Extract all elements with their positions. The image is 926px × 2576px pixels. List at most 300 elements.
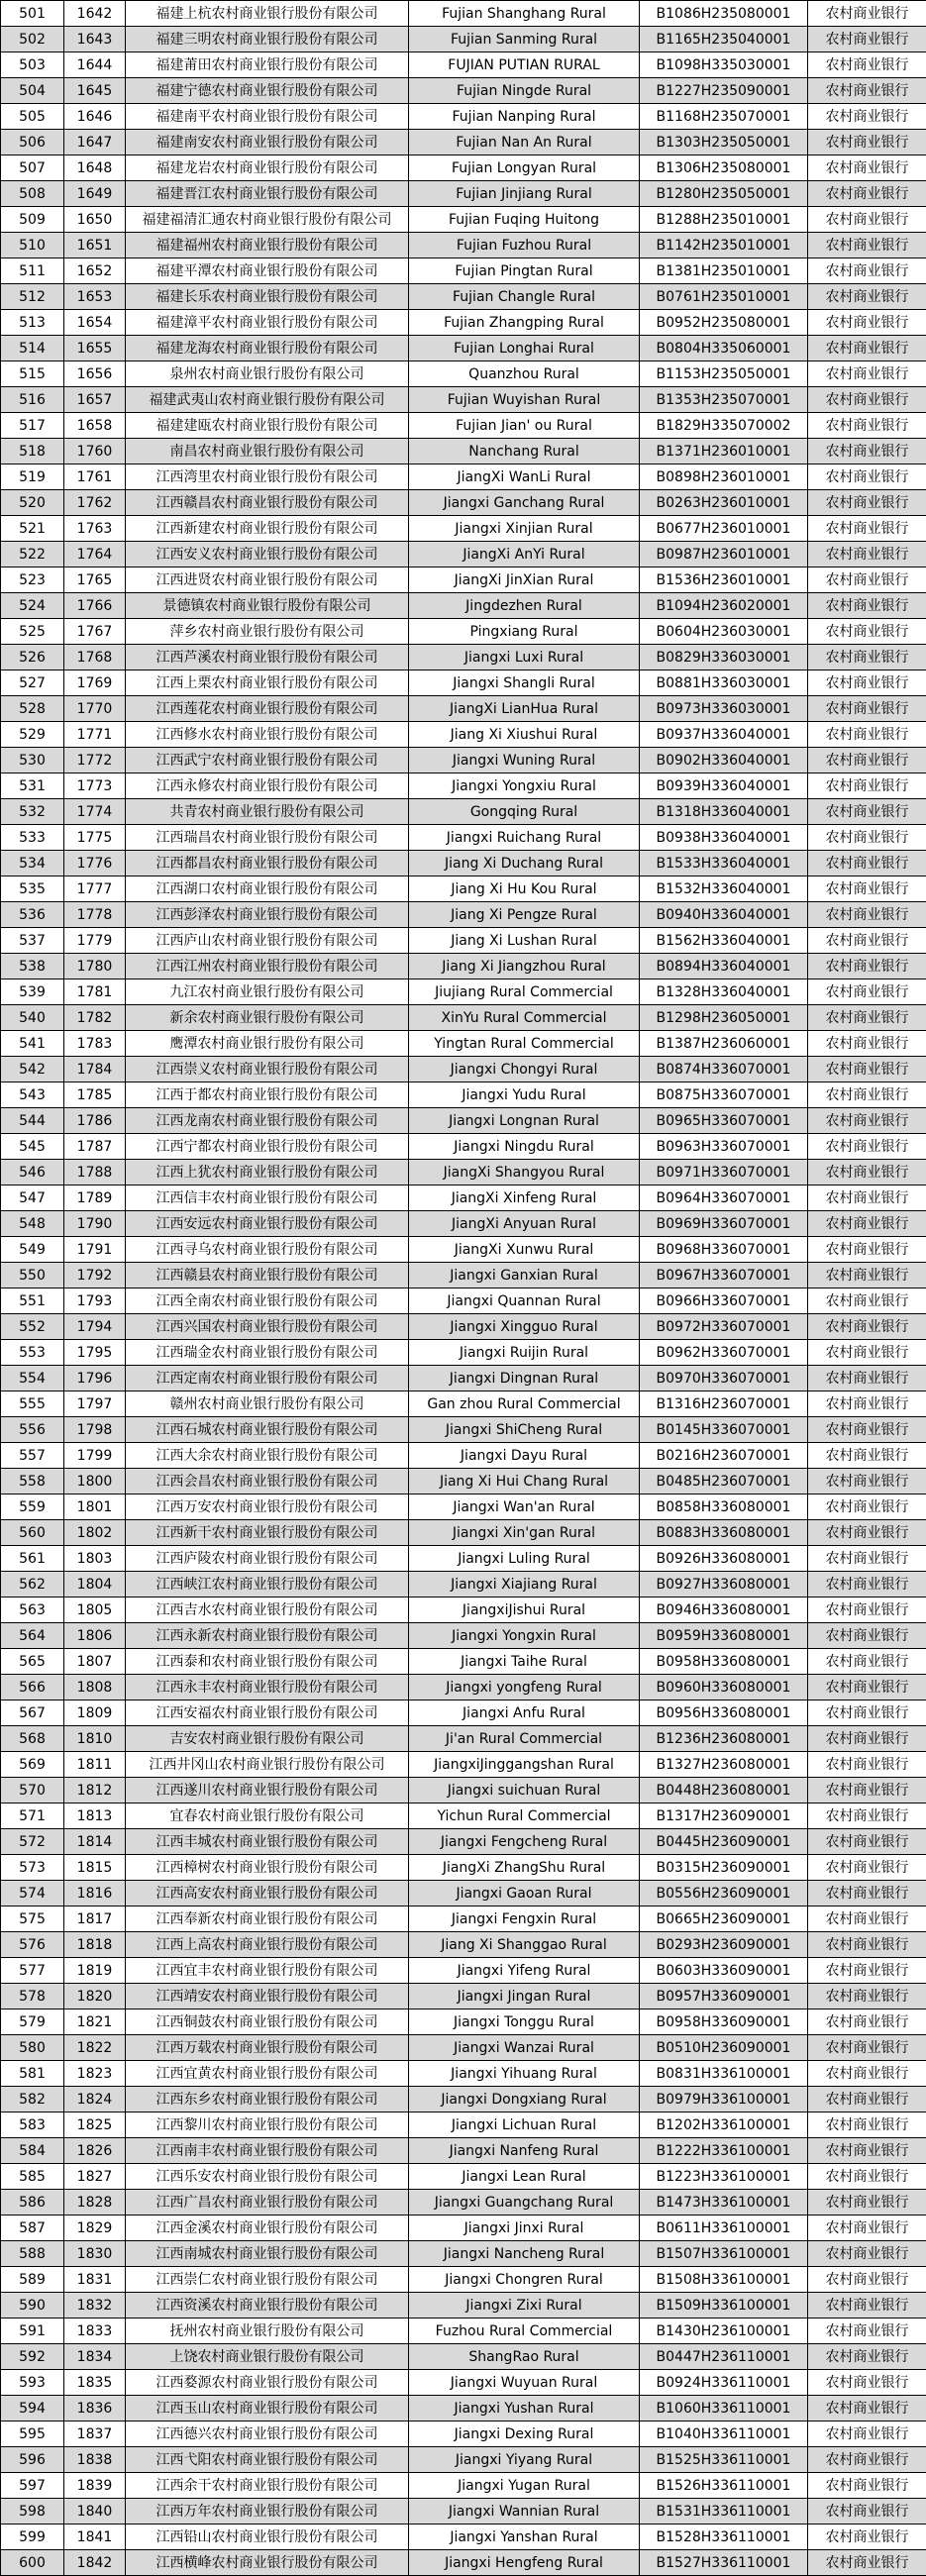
table-row — [1, 2499, 926, 2524]
table-row — [1, 1211, 926, 1237]
table-row — [1, 1057, 926, 1082]
institution-code-cell: B0967H336070001 — [640, 1263, 808, 1288]
chinese-name-cell: 江西靖安农村商业银行股份有限公司 — [126, 1984, 409, 2009]
english-name-cell: ShangRao Rural — [409, 2344, 640, 2370]
row-index-cell: 559 — [1, 1494, 64, 1520]
chinese-name-cell: 江西广昌农村商业银行股份有限公司 — [126, 2190, 409, 2215]
institution-type-cell: 农村商业银行 — [808, 78, 926, 104]
institution-code-cell: B1473H336100001 — [640, 2190, 808, 2215]
institution-type-cell: 农村商业银行 — [808, 851, 926, 876]
serial-number-cell: 1835 — [64, 2370, 126, 2396]
english-name-cell: Ji'an Rural Commercial — [409, 1726, 640, 1752]
chinese-name-cell: 江西于都农村商业银行股份有限公司 — [126, 1082, 409, 1108]
english-name-cell: Jiangxi Fengcheng Rural — [409, 1829, 640, 1855]
table-row — [1, 413, 926, 439]
english-name-cell: Jiang Xi Pengze Rural — [409, 902, 640, 928]
institution-code-cell: B0445H236090001 — [640, 1829, 808, 1855]
institution-type-cell: 农村商业银行 — [808, 155, 926, 181]
institution-code-cell: B1094H236020001 — [640, 593, 808, 619]
row-index-cell: 528 — [1, 696, 64, 722]
serial-number-cell: 1644 — [64, 52, 126, 78]
institution-type-cell: 农村商业银行 — [808, 1932, 926, 1958]
row-index-cell: 566 — [1, 1675, 64, 1700]
institution-type-cell: 农村商业银行 — [808, 1082, 926, 1108]
institution-code-cell: B0973H336030001 — [640, 696, 808, 722]
row-index-cell: 547 — [1, 1185, 64, 1211]
row-index-cell: 598 — [1, 2499, 64, 2524]
institution-code-cell: B0604H236030001 — [640, 619, 808, 645]
serial-number-cell: 1646 — [64, 104, 126, 130]
chinese-name-cell: 江西江州农村商业银行股份有限公司 — [126, 954, 409, 979]
institution-code-cell: B1288H235010001 — [640, 207, 808, 233]
institution-type-cell: 农村商业银行 — [808, 2499, 926, 2524]
table-row — [1, 1494, 926, 1520]
institution-type-cell: 农村商业银行 — [808, 722, 926, 748]
chinese-name-cell: 福建南平农村商业银行股份有限公司 — [126, 104, 409, 130]
institution-code-cell: B0958H336090001 — [640, 2009, 808, 2035]
chinese-name-cell: 江西进贤农村商业银行股份有限公司 — [126, 567, 409, 593]
english-name-cell: Fujian Jinjiang Rural — [409, 181, 640, 207]
english-name-cell: JiangXi Xunwu Rural — [409, 1237, 640, 1263]
serial-number-cell: 1779 — [64, 928, 126, 954]
institution-type-cell: 农村商业银行 — [808, 2138, 926, 2164]
institution-code-cell: B1532H336040001 — [640, 876, 808, 902]
table-row — [1, 2447, 926, 2473]
institution-code-cell: B1317H236090001 — [640, 1803, 808, 1829]
institution-type-cell: 农村商业银行 — [808, 2318, 926, 2344]
serial-number-cell: 1777 — [64, 876, 126, 902]
chinese-name-cell: 江西兴国农村商业银行股份有限公司 — [126, 1314, 409, 1340]
english-name-cell: Fujian Fuzhou Rural — [409, 233, 640, 258]
serial-number-cell: 1775 — [64, 825, 126, 851]
chinese-name-cell: 福建漳平农村商业银行股份有限公司 — [126, 310, 409, 336]
table-row — [1, 1160, 926, 1185]
serial-number-cell: 1819 — [64, 1958, 126, 1984]
institution-code-cell: B1327H236080001 — [640, 1752, 808, 1778]
row-index-cell: 542 — [1, 1057, 64, 1082]
table-row — [1, 773, 926, 799]
institution-code-cell: B1040H336110001 — [640, 2421, 808, 2447]
serial-number-cell: 1773 — [64, 773, 126, 799]
row-index-cell: 599 — [1, 2524, 64, 2550]
institution-code-cell: B0966H336070001 — [640, 1288, 808, 1314]
english-name-cell: Jiangxi Xiajiang Rural — [409, 1572, 640, 1597]
table-row — [1, 1829, 926, 1855]
institution-type-cell: 农村商业银行 — [808, 748, 926, 773]
institution-code-cell: B0937H336040001 — [640, 722, 808, 748]
institution-code-cell: B1328H336040001 — [640, 979, 808, 1005]
chinese-name-cell: 江西余干农村商业银行股份有限公司 — [126, 2473, 409, 2499]
english-name-cell: Jiangxi Fengxin Rural — [409, 1906, 640, 1932]
row-index-cell: 567 — [1, 1700, 64, 1726]
table-row — [1, 2112, 926, 2138]
serial-number-cell: 1791 — [64, 1237, 126, 1263]
chinese-name-cell: 江西樟树农村商业银行股份有限公司 — [126, 1855, 409, 1881]
chinese-name-cell: 吉安农村商业银行股份有限公司 — [126, 1726, 409, 1752]
row-index-cell: 541 — [1, 1031, 64, 1057]
row-index-cell: 568 — [1, 1726, 64, 1752]
chinese-name-cell: 江西万安农村商业银行股份有限公司 — [126, 1494, 409, 1520]
row-index-cell: 512 — [1, 284, 64, 310]
chinese-name-cell: 上饶农村商业银行股份有限公司 — [126, 2344, 409, 2370]
institution-type-cell: 农村商业银行 — [808, 1649, 926, 1675]
table-row — [1, 258, 926, 284]
serial-number-cell: 1829 — [64, 2215, 126, 2241]
chinese-name-cell: 福建福州农村商业银行股份有限公司 — [126, 233, 409, 258]
institution-code-cell: B0958H336080001 — [640, 1649, 808, 1675]
english-name-cell: Jiangxi Yudu Rural — [409, 1082, 640, 1108]
row-index-cell: 552 — [1, 1314, 64, 1340]
institution-type-cell: 农村商业银行 — [808, 2421, 926, 2447]
english-name-cell: JiangXi WanLi Rural — [409, 464, 640, 490]
english-name-cell: Nanchang Rural — [409, 439, 640, 464]
row-index-cell: 535 — [1, 876, 64, 902]
serial-number-cell: 1820 — [64, 1984, 126, 2009]
institution-code-cell: B0902H336040001 — [640, 748, 808, 773]
serial-number-cell: 1647 — [64, 130, 126, 155]
serial-number-cell: 1840 — [64, 2499, 126, 2524]
row-index-cell: 508 — [1, 181, 64, 207]
english-name-cell: FUJIAN PUTIAN RURAL — [409, 52, 640, 78]
english-name-cell: Fujian Shanghang Rural — [409, 1, 640, 27]
institution-type-cell: 农村商业银行 — [808, 979, 926, 1005]
institution-code-cell: B1280H235050001 — [640, 181, 808, 207]
institution-code-cell: B0965H336070001 — [640, 1108, 808, 1134]
chinese-name-cell: 江西湖口农村商业银行股份有限公司 — [126, 876, 409, 902]
serial-number-cell: 1807 — [64, 1649, 126, 1675]
row-index-cell: 554 — [1, 1366, 64, 1391]
table-row — [1, 336, 926, 361]
table-row — [1, 722, 926, 748]
institution-code-cell: B0263H236010001 — [640, 490, 808, 516]
table-row — [1, 2138, 926, 2164]
institution-code-cell: B1829H335070002 — [640, 413, 808, 439]
chinese-name-cell: 江西崇义农村商业银行股份有限公司 — [126, 1057, 409, 1082]
table-row — [1, 181, 926, 207]
chinese-name-cell: 江西婺源农村商业银行股份有限公司 — [126, 2370, 409, 2396]
institution-type-cell: 农村商业银行 — [808, 2396, 926, 2421]
institution-code-cell: B0485H236070001 — [640, 1469, 808, 1494]
table-row — [1, 593, 926, 619]
english-name-cell: Jiangxi Dexing Rural — [409, 2421, 640, 2447]
institution-type-cell: 农村商业银行 — [808, 1443, 926, 1469]
row-index-cell: 583 — [1, 2112, 64, 2138]
row-index-cell: 522 — [1, 542, 64, 567]
table-row — [1, 2293, 926, 2318]
chinese-name-cell: 江西湾里农村商业银行股份有限公司 — [126, 464, 409, 490]
institution-type-cell: 农村商业银行 — [808, 1520, 926, 1546]
chinese-name-cell: 福建三明农村商业银行股份有限公司 — [126, 27, 409, 52]
chinese-name-cell: 江西玉山农村商业银行股份有限公司 — [126, 2396, 409, 2421]
serial-number-cell: 1810 — [64, 1726, 126, 1752]
row-index-cell: 584 — [1, 2138, 64, 2164]
row-index-cell: 592 — [1, 2344, 64, 2370]
chinese-name-cell: 江西彭泽农村商业银行股份有限公司 — [126, 902, 409, 928]
institution-code-cell: B0881H336030001 — [640, 670, 808, 696]
row-index-cell: 538 — [1, 954, 64, 979]
institution-code-cell: B1562H336040001 — [640, 928, 808, 954]
english-name-cell: Jiangxi Dingnan Rural — [409, 1366, 640, 1391]
row-index-cell: 563 — [1, 1597, 64, 1623]
institution-code-cell: B0960H336080001 — [640, 1675, 808, 1700]
row-index-cell: 546 — [1, 1160, 64, 1185]
institution-type-cell: 农村商业银行 — [808, 1391, 926, 1417]
serial-number-cell: 1814 — [64, 1829, 126, 1855]
chinese-name-cell: 江西东乡农村商业银行股份有限公司 — [126, 2087, 409, 2112]
serial-number-cell: 1654 — [64, 310, 126, 336]
institution-code-cell: B0883H336080001 — [640, 1520, 808, 1546]
institution-type-cell: 农村商业银行 — [808, 2524, 926, 2550]
serial-number-cell: 1783 — [64, 1031, 126, 1057]
serial-number-cell: 1795 — [64, 1340, 126, 1366]
chinese-name-cell: 福建莆田农村商业银行股份有限公司 — [126, 52, 409, 78]
row-index-cell: 530 — [1, 748, 64, 773]
row-index-cell: 562 — [1, 1572, 64, 1597]
english-name-cell: Jiangxi Yanshan Rural — [409, 2524, 640, 2550]
serial-number-cell: 1818 — [64, 1932, 126, 1958]
serial-number-cell: 1812 — [64, 1778, 126, 1803]
serial-number-cell: 1655 — [64, 336, 126, 361]
institution-type-cell: 农村商业银行 — [808, 207, 926, 233]
institution-type-cell: 农村商业银行 — [808, 1288, 926, 1314]
english-name-cell: Jiangxi suichuan Rural — [409, 1778, 640, 1803]
institution-type-cell: 农村商业银行 — [808, 876, 926, 902]
serial-number-cell: 1817 — [64, 1906, 126, 1932]
serial-number-cell: 1762 — [64, 490, 126, 516]
institution-code-cell: B0447H236110001 — [640, 2344, 808, 2370]
row-index-cell: 507 — [1, 155, 64, 181]
row-index-cell: 593 — [1, 2370, 64, 2396]
institution-type-cell: 农村商业银行 — [808, 567, 926, 593]
english-name-cell: Jiangxi Chongyi Rural — [409, 1057, 640, 1082]
institution-code-cell: B0971H336070001 — [640, 1160, 808, 1185]
institution-code-cell: B1528H336110001 — [640, 2524, 808, 2550]
institution-type-cell: 农村商业银行 — [808, 954, 926, 979]
row-index-cell: 550 — [1, 1263, 64, 1288]
english-name-cell: Jiangxi yongfeng Rural — [409, 1675, 640, 1700]
english-name-cell: Fujian Changle Rural — [409, 284, 640, 310]
english-name-cell: Fujian Zhangping Rural — [409, 310, 640, 336]
english-name-cell: Jiangxi Ruijin Rural — [409, 1340, 640, 1366]
institution-type-cell: 农村商业银行 — [808, 1984, 926, 2009]
institution-code-cell: B1223H336100001 — [640, 2164, 808, 2190]
row-index-cell: 519 — [1, 464, 64, 490]
chinese-name-cell: 鹰潭农村商业银行股份有限公司 — [126, 1031, 409, 1057]
table-row — [1, 1726, 926, 1752]
english-name-cell: Jiangxi Yongxin Rural — [409, 1623, 640, 1649]
serial-number-cell: 1764 — [64, 542, 126, 567]
table-row — [1, 1185, 926, 1211]
row-index-cell: 527 — [1, 670, 64, 696]
serial-number-cell: 1651 — [64, 233, 126, 258]
serial-number-cell: 1800 — [64, 1469, 126, 1494]
table-body — [1, 1, 926, 2576]
table-row — [1, 542, 926, 567]
institution-type-cell: 农村商业银行 — [808, 928, 926, 954]
english-name-cell: Gongqing Rural — [409, 799, 640, 825]
chinese-name-cell: 福建长乐农村商业银行股份有限公司 — [126, 284, 409, 310]
table-row — [1, 233, 926, 258]
table-row — [1, 1031, 926, 1057]
chinese-name-cell: 江西安远农村商业银行股份有限公司 — [126, 1211, 409, 1237]
english-name-cell: Jiangxi Ganxian Rural — [409, 1263, 640, 1288]
institution-code-cell: B1060H336110001 — [640, 2396, 808, 2421]
serial-number-cell: 1833 — [64, 2318, 126, 2344]
english-name-cell: Jiangxi Quannan Rural — [409, 1288, 640, 1314]
table-row — [1, 2421, 926, 2447]
serial-number-cell: 1789 — [64, 1185, 126, 1211]
table-row — [1, 464, 926, 490]
row-index-cell: 580 — [1, 2035, 64, 2061]
institution-type-cell: 农村商业银行 — [808, 52, 926, 78]
institution-code-cell: B0957H336090001 — [640, 1984, 808, 2009]
institution-code-cell: B0315H236090001 — [640, 1855, 808, 1881]
row-index-cell: 526 — [1, 645, 64, 670]
institution-code-cell: B1306H235080001 — [640, 155, 808, 181]
serial-number-cell: 1784 — [64, 1057, 126, 1082]
english-name-cell: Fujian Fuqing Huitong — [409, 207, 640, 233]
english-name-cell: Jiangxi Ruichang Rural — [409, 825, 640, 851]
table-row — [1, 2370, 926, 2396]
row-index-cell: 544 — [1, 1108, 64, 1134]
serial-number-cell: 1827 — [64, 2164, 126, 2190]
english-name-cell: JiangxiJinggangshan Rural — [409, 1752, 640, 1778]
chinese-name-cell: 江西南丰农村商业银行股份有限公司 — [126, 2138, 409, 2164]
institution-code-cell: B0964H336070001 — [640, 1185, 808, 1211]
row-index-cell: 532 — [1, 799, 64, 825]
row-index-cell: 515 — [1, 361, 64, 387]
chinese-name-cell: 江西上高农村商业银行股份有限公司 — [126, 1932, 409, 1958]
table-row — [1, 2524, 926, 2550]
institution-type-cell: 农村商业银行 — [808, 2267, 926, 2293]
institution-code-cell: B1316H236070001 — [640, 1391, 808, 1417]
table-row — [1, 645, 926, 670]
table-row — [1, 1958, 926, 1984]
english-name-cell: Jiang Xi Xiushui Rural — [409, 722, 640, 748]
institution-code-cell: B0293H236090001 — [640, 1932, 808, 1958]
chinese-name-cell: 江西永修农村商业银行股份有限公司 — [126, 773, 409, 799]
institution-code-cell: B0968H336070001 — [640, 1237, 808, 1263]
institution-code-cell: B0761H235010001 — [640, 284, 808, 310]
row-index-cell: 571 — [1, 1803, 64, 1829]
row-index-cell: 531 — [1, 773, 64, 799]
chinese-name-cell: 江西会昌农村商业银行股份有限公司 — [126, 1469, 409, 1494]
table-row — [1, 748, 926, 773]
table-row — [1, 2550, 926, 2576]
table-row — [1, 2087, 926, 2112]
table-row — [1, 1546, 926, 1572]
institution-code-cell: B1536H236010001 — [640, 567, 808, 593]
chinese-name-cell: 福建武夷山农村商业银行股份有限公司 — [126, 387, 409, 413]
english-name-cell: Jiangxi Gaoan Rural — [409, 1881, 640, 1906]
english-name-cell: Jiangxi Yiyang Rural — [409, 2447, 640, 2473]
table-row — [1, 1881, 926, 1906]
table-row — [1, 1340, 926, 1366]
institution-code-cell: B0448H236080001 — [640, 1778, 808, 1803]
english-name-cell: Quanzhou Rural — [409, 361, 640, 387]
chinese-name-cell: 江西新建农村商业银行股份有限公司 — [126, 516, 409, 542]
english-name-cell: Jiangxi Yugan Rural — [409, 2473, 640, 2499]
institution-type-cell: 农村商业银行 — [808, 1160, 926, 1185]
row-index-cell: 577 — [1, 1958, 64, 1984]
institution-type-cell: 农村商业银行 — [808, 1700, 926, 1726]
table-row — [1, 1803, 926, 1829]
chinese-name-cell: 江西乐安农村商业银行股份有限公司 — [126, 2164, 409, 2190]
institution-code-cell: B0970H336070001 — [640, 1366, 808, 1391]
serial-number-cell: 1768 — [64, 645, 126, 670]
table-row — [1, 1932, 926, 1958]
institution-type-cell: 农村商业银行 — [808, 1623, 926, 1649]
institution-code-cell: B0894H336040001 — [640, 954, 808, 979]
serial-number-cell: 1778 — [64, 902, 126, 928]
english-name-cell: JiangXi JinXian Rural — [409, 567, 640, 593]
chinese-name-cell: 江西南城农村商业银行股份有限公司 — [126, 2241, 409, 2267]
row-index-cell: 576 — [1, 1932, 64, 1958]
table-row — [1, 2035, 926, 2061]
english-name-cell: Gan zhou Rural Commercial — [409, 1391, 640, 1417]
chinese-name-cell: 江西泰和农村商业银行股份有限公司 — [126, 1649, 409, 1675]
institution-code-cell: B1303H235050001 — [640, 130, 808, 155]
serial-number-cell: 1780 — [64, 954, 126, 979]
row-index-cell: 502 — [1, 27, 64, 52]
table-row — [1, 1108, 926, 1134]
table-row — [1, 2241, 926, 2267]
institution-type-cell: 农村商业银行 — [808, 2087, 926, 2112]
chinese-name-cell: 江西崇仁农村商业银行股份有限公司 — [126, 2267, 409, 2293]
serial-number-cell: 1801 — [64, 1494, 126, 1520]
serial-number-cell: 1648 — [64, 155, 126, 181]
chinese-name-cell: 福建福清汇通农村商业银行股份有限公司 — [126, 207, 409, 233]
table-row — [1, 876, 926, 902]
chinese-name-cell: 福建晋江农村商业银行股份有限公司 — [126, 181, 409, 207]
row-index-cell: 579 — [1, 2009, 64, 2035]
row-index-cell: 591 — [1, 2318, 64, 2344]
institution-code-cell: B0611H336100001 — [640, 2215, 808, 2241]
table-row — [1, 1700, 926, 1726]
institution-code-cell: B1222H336100001 — [640, 2138, 808, 2164]
english-name-cell: Jiang Xi Duchang Rural — [409, 851, 640, 876]
serial-number-cell: 1793 — [64, 1288, 126, 1314]
institution-type-cell: 农村商业银行 — [808, 1237, 926, 1263]
chinese-name-cell: 江西武宁农村商业银行股份有限公司 — [126, 748, 409, 773]
table-row — [1, 928, 926, 954]
chinese-name-cell: 江西高安农村商业银行股份有限公司 — [126, 1881, 409, 1906]
serial-number-cell: 1824 — [64, 2087, 126, 2112]
chinese-name-cell: 江西定南农村商业银行股份有限公司 — [126, 1366, 409, 1391]
serial-number-cell: 1656 — [64, 361, 126, 387]
table-row — [1, 1675, 926, 1700]
serial-number-cell: 1805 — [64, 1597, 126, 1623]
english-name-cell: Jiang Xi Jiangzhou Rural — [409, 954, 640, 979]
institution-type-cell: 农村商业银行 — [808, 464, 926, 490]
table-row — [1, 361, 926, 387]
serial-number-cell: 1785 — [64, 1082, 126, 1108]
chinese-name-cell: 江西上犹农村商业银行股份有限公司 — [126, 1160, 409, 1185]
institution-code-cell: B1353H235070001 — [640, 387, 808, 413]
institution-code-cell: B0924H336110001 — [640, 2370, 808, 2396]
table-row — [1, 1391, 926, 1417]
institution-code-cell: B0972H336070001 — [640, 1314, 808, 1340]
english-name-cell: Jiangxi Yushan Rural — [409, 2396, 640, 2421]
serial-number-cell: 1797 — [64, 1391, 126, 1417]
serial-number-cell: 1832 — [64, 2293, 126, 2318]
serial-number-cell: 1836 — [64, 2396, 126, 2421]
row-index-cell: 585 — [1, 2164, 64, 2190]
chinese-name-cell: 江西新干农村商业银行股份有限公司 — [126, 1520, 409, 1546]
institution-type-cell: 农村商业银行 — [808, 1, 926, 27]
chinese-name-cell: 江西赣县农村商业银行股份有限公司 — [126, 1263, 409, 1288]
institution-code-cell: B0969H336070001 — [640, 1211, 808, 1237]
